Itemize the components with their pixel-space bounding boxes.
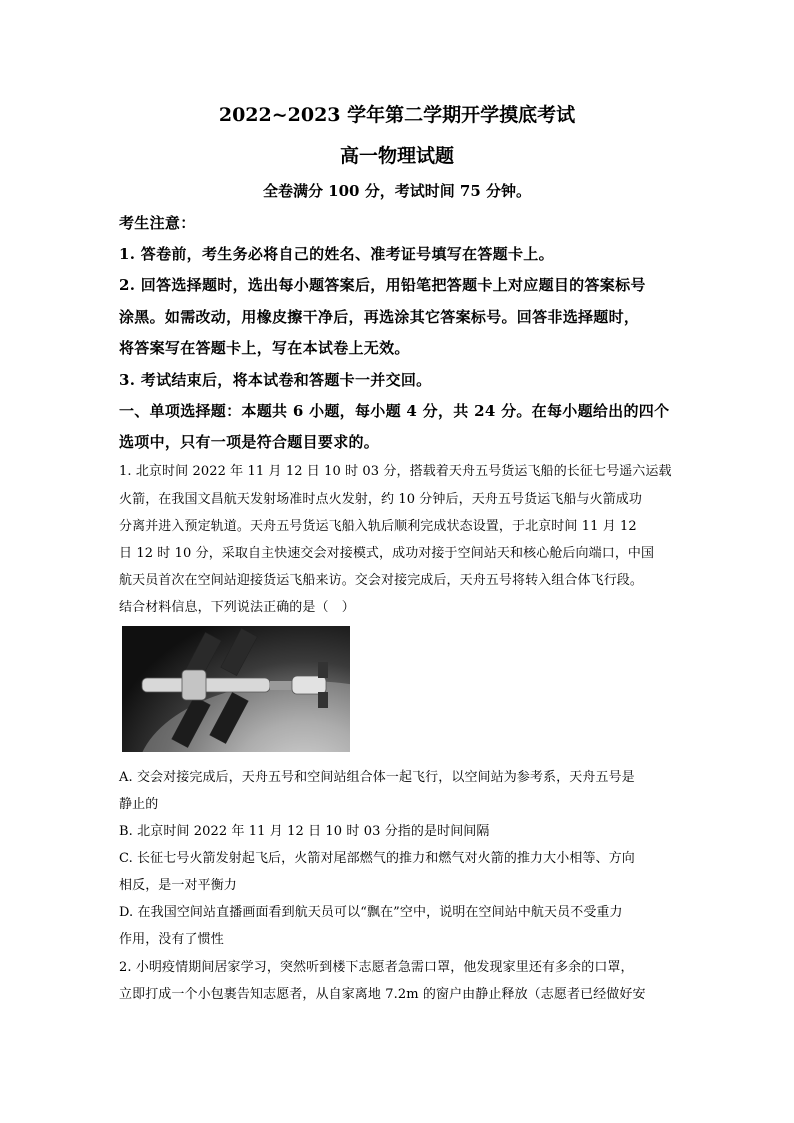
- q1-stem-line: 分离并进入预定轨道。天舟五号货运飞船入轨后顺利完成状态设置，于北京时间 11 月 12: [119, 519, 637, 534]
- section-heading: 一、单项选择题：本题共 6 小题，每小题 4 分，共 24 分。在每小题给出的四个: [119, 402, 670, 420]
- q1-stem-line: 结合材料信息，下列说法正确的是（ ）: [119, 600, 355, 615]
- exam-title: 2022~2023 学年第二学期开学摸底考试: [218, 104, 576, 126]
- q1-stem-line: 航天员首次在空间站迎接货运飞船来访。交会对接完成后，天舟五号将转入组合体飞行段。: [119, 573, 644, 588]
- score-time-note: 全卷满分 100 分，考试时间 75 分钟。: [262, 182, 532, 200]
- q1-option-b: B. 北京时间 2022 年 11 月 12 日 10 时 03 分指的是时间间隔: [119, 824, 490, 839]
- q1-option-a: A. 交会对接完成后，天舟五号和空间站组合体一起飞行，以空间站为参考系，天舟五号是: [119, 770, 635, 785]
- exam-subject: 高一物理试题: [339, 145, 454, 167]
- q2-stem-line: 2. 小明疫情期间居家学习，突然听到楼下志愿者急需口罩，他发现家里还有多余的口罩，: [119, 960, 634, 975]
- q1-stem-line: 1. 北京时间 2022 年 11 月 12 日 10 时 03 分，搭载着天舟五号货运飞船的长征七号遥六运载: [119, 464, 672, 479]
- section-heading: 选项中，只有一项是符合题目要求的。: [119, 433, 380, 451]
- q1-stem-line: 日 12 时 10 分，采取自主快速交会对接模式，成功对接于空间站天和核心舱后向端口，中国: [119, 546, 655, 561]
- notice-line: 涂黑。如需改动，用橡皮擦干净后，再选涂其它答案标号。回答非选择题时，: [119, 308, 640, 326]
- notice-line: 3. 考试结束后，将本试卷和答题卡一并交回。: [119, 371, 432, 389]
- q1-option-c: C. 长征七号火箭发射起飞后，火箭对尾部燃气的推力和燃气对火箭的推力大小相等、方向: [119, 851, 635, 866]
- space-station-illustration: [122, 626, 350, 752]
- notice-heading: 考生注意：: [119, 214, 196, 232]
- q1-stem-line: 火箭，在我国文昌航天发射场准时点火发射，约 10 分钟后，天舟五号货运飞船与火箭成功: [119, 492, 643, 507]
- q1-option-c-cont: 相反，是一对平衡力: [119, 878, 237, 893]
- notice-line: 将答案写在答题卡上，写在本试卷上无效。: [119, 339, 410, 357]
- notice-line: 2. 回答选择题时，选出每小题答案后，用铅笔把答题卡上对应题目的答案标号: [119, 276, 646, 294]
- q1-option-d-cont: 作用，没有了惯性: [119, 932, 224, 947]
- q1-option-d: D. 在我国空间站直播画面看到航天员可以“飘在”空中，说明在空间站中航天员不受重力: [119, 905, 623, 920]
- q2-stem-line: 立即打成一个小包裹告知志愿者，从自家离地 7.2m 的窗户由静止释放（志愿者已经做好安: [119, 987, 646, 1002]
- space-station-photo: [122, 626, 350, 752]
- notice-line: 1. 答卷前，考生务必将自己的姓名、准考证号填写在答题卡上。: [119, 245, 554, 263]
- q1-option-a-cont: 静止的: [119, 797, 159, 812]
